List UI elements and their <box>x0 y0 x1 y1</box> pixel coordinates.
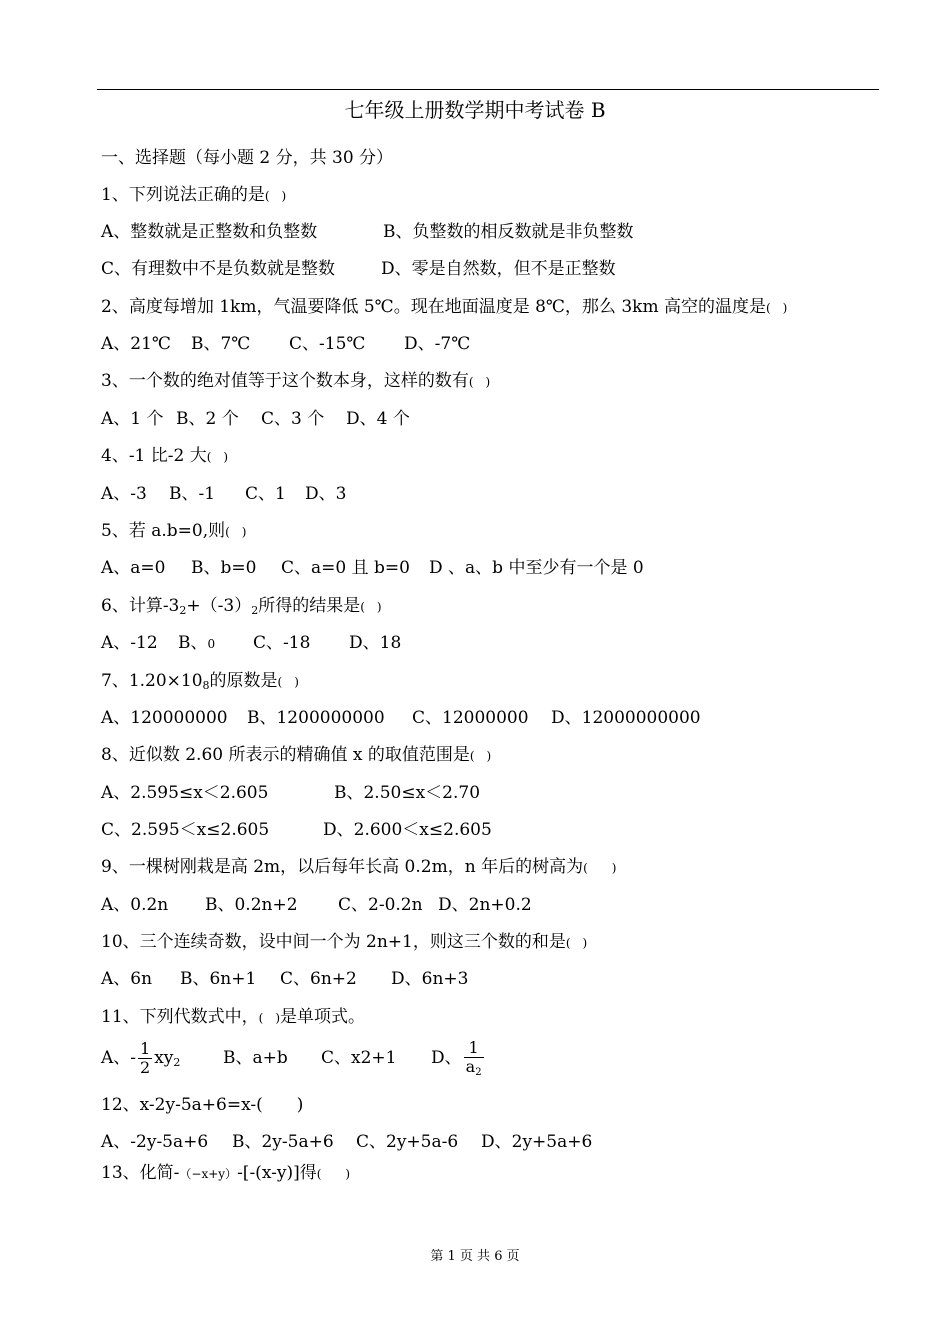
option-c: C、a=0 且 b=0 <box>281 558 410 578</box>
option-label: A、- <box>101 1048 137 1068</box>
header-rule <box>97 89 879 90</box>
answer-paren: ( ) <box>316 1167 351 1181</box>
answer-paren: ( ) <box>277 675 299 689</box>
option-a: A、0.2n <box>101 895 169 915</box>
option-d: D、-7℃ <box>404 334 471 354</box>
exponent: 2 <box>179 604 187 617</box>
question-10 <box>101 931 587 954</box>
option-b: B、-1 <box>169 484 216 504</box>
option-d: D、6n+3 <box>391 969 469 989</box>
option-c: C、2-0.2n <box>338 895 423 915</box>
option-label: D、 <box>431 1048 462 1068</box>
exponent: 2 <box>475 1066 482 1078</box>
option-c: C、x2+1 <box>321 1048 397 1068</box>
option-b: B、负整数的相反数就是非负整数 <box>383 222 634 242</box>
option-d: D、2.600＜x≤2.605 <box>323 820 492 840</box>
answer-paren: ( ) <box>468 375 491 389</box>
question-13 <box>101 1162 350 1185</box>
section-heading: 一、选择题（每小题 2 分，共 30 分） <box>101 148 394 168</box>
option-c: C、有理数中不是负数就是整数 <box>101 259 336 279</box>
option-b: B、b=0 <box>191 558 257 578</box>
option-a: A、120000000 <box>101 708 228 728</box>
option-d: D、零是自然数，但不是正整数 <box>381 259 616 279</box>
question-stem: 2、高度每增加 1km，气温要降低 5℃。现在地面温度是 8℃，那么 3km 高空的温度是 <box>101 297 766 317</box>
option-c: C、2.595＜x≤2.605 <box>101 820 270 840</box>
fraction-numerator: 1 <box>468 1037 479 1057</box>
option-b: B、0.2n+2 <box>205 895 298 915</box>
answer-paren: ( ) <box>258 1011 281 1025</box>
question-stem: 5、若 a.b=0,则 <box>101 521 226 541</box>
option-c: C、12000000 <box>412 708 529 728</box>
question-stem: 9、一棵树刚栽是高 2m，以后每年长高 0.2m，n 年后的树高为 <box>101 857 584 877</box>
answer-paren: ( ) <box>565 936 588 950</box>
question-stem: 3、一个数的绝对值等于这个数本身，这样的数有 <box>101 371 469 391</box>
option-d: D、2n+0.2 <box>438 895 532 915</box>
option-c: C、2y+5a-6 <box>356 1132 459 1152</box>
question-stem: 的原数是 <box>209 671 278 691</box>
question-7 <box>101 670 299 694</box>
option-d: D、3 <box>305 484 347 504</box>
question-3-options <box>101 408 410 430</box>
question-1-options-row-2 <box>101 258 616 280</box>
option-a: A、-12 <box>101 633 158 653</box>
question-5-options <box>101 557 644 579</box>
option-c: C、3 个 <box>261 409 325 429</box>
question-10-options <box>101 968 468 990</box>
question-8-options-row-2 <box>101 819 492 841</box>
option-a <box>101 1038 223 1080</box>
fraction <box>138 1040 152 1077</box>
option-a: A、2.595≤x＜2.605 <box>101 783 269 803</box>
option-c: C、-18 <box>253 633 311 653</box>
denominator-base: a <box>465 1056 476 1076</box>
question-stem: 1、下列说法正确的是 <box>101 185 265 205</box>
option-value: 0 <box>207 637 216 651</box>
exponent: 8 <box>202 679 210 692</box>
answer-paren: ( ) <box>206 450 229 464</box>
question-stem: 11、下列代数式中， <box>101 1007 259 1027</box>
option-a: A、a=0 <box>101 558 166 578</box>
option-b: B、2.50≤x＜2.70 <box>334 783 481 803</box>
question-6 <box>101 595 382 619</box>
fraction <box>464 1039 484 1079</box>
option-a: A、-2y-5a+6 <box>101 1132 209 1152</box>
answer-paren: ( ) <box>360 600 382 614</box>
answer-paren: ( ) <box>264 189 287 203</box>
question-stem: -[-(x-y)]得 <box>237 1163 317 1183</box>
option-a: A、21℃ <box>101 334 171 354</box>
question-4 <box>101 445 228 468</box>
option-b: B、2y-5a+6 <box>232 1132 334 1152</box>
question-11 <box>101 1006 365 1029</box>
option-a: A、6n <box>101 969 153 989</box>
question-stem: 6、计算-3 <box>101 596 180 616</box>
option-d: D、4 个 <box>346 409 410 429</box>
option-d: D、12000000000 <box>551 708 701 728</box>
option-a: A、-3 <box>101 484 147 504</box>
option-term: xy <box>154 1048 174 1068</box>
question-stem: 7、1.20×10 <box>101 671 203 691</box>
answer-paren: ( ) <box>225 525 247 539</box>
question-4-options <box>101 483 346 505</box>
option-a: A、整数就是正整数和负整数 <box>101 222 318 242</box>
question-stem: 是单项式。 <box>280 1007 366 1027</box>
question-stem-small: （−x+y） <box>179 1167 238 1181</box>
fraction-numerator: 1 <box>140 1039 151 1058</box>
question-8-options-row-1 <box>101 782 480 804</box>
question-9 <box>101 856 616 879</box>
question-stem: 13、化简- <box>101 1163 180 1183</box>
question-stem: +（-3） <box>186 596 252 616</box>
page-footer: 第 1 页 共 6 页 <box>430 1249 520 1264</box>
question-11-options <box>101 1038 486 1080</box>
question-5 <box>101 520 246 543</box>
question-12: 12、x-2y-5a+6=x-( ) <box>101 1095 304 1115</box>
option-d: D、18 <box>349 633 402 653</box>
option-c: C、-15℃ <box>289 334 366 354</box>
option-b <box>178 632 253 655</box>
question-6-options <box>101 632 401 655</box>
question-3 <box>101 370 490 393</box>
option-d: D、2y+5a+6 <box>481 1132 593 1152</box>
page-title: 七年级上册数学期中考试卷 B <box>344 98 606 122</box>
question-stem: 所得的结果是 <box>258 596 361 616</box>
exponent: 2 <box>173 1056 181 1069</box>
question-2 <box>101 296 787 319</box>
question-2-options <box>101 333 470 355</box>
answer-paren: ( ) <box>765 301 788 315</box>
option-b: B、1200000000 <box>247 708 385 728</box>
option-d <box>431 1038 486 1079</box>
question-stem: 10、三个连续奇数，设中间一个为 2n+1，则这三个数的和是 <box>101 932 566 952</box>
option-b: B、2 个 <box>176 409 239 429</box>
question-1-options-row-1 <box>101 221 634 243</box>
question-12-options <box>101 1131 592 1153</box>
option-c: C、6n+2 <box>280 969 357 989</box>
option-label: B、 <box>178 633 208 653</box>
question-1 <box>101 184 286 207</box>
question-9-options <box>101 894 532 916</box>
option-d: D 、a、b 中至少有一个是 0 <box>429 558 644 578</box>
answer-paren: ( ) <box>469 749 492 763</box>
fraction-denominator <box>464 1057 484 1079</box>
option-b: B、6n+1 <box>180 969 257 989</box>
question-stem: 8、近似数 2.60 所表示的精确值 x 的取值范围是 <box>101 745 470 765</box>
option-b: B、a+b <box>223 1048 288 1068</box>
option-b: B、7℃ <box>191 334 251 354</box>
fraction-denominator: 2 <box>140 1058 151 1077</box>
question-7-options <box>101 707 701 729</box>
question-8 <box>101 744 491 767</box>
question-stem: 4、-1 比-2 大 <box>101 446 207 466</box>
exponent: 2 <box>251 604 259 617</box>
answer-paren: ( ) <box>583 861 617 875</box>
option-a: A、1 个 <box>101 409 164 429</box>
option-c: C、1 <box>245 484 286 504</box>
